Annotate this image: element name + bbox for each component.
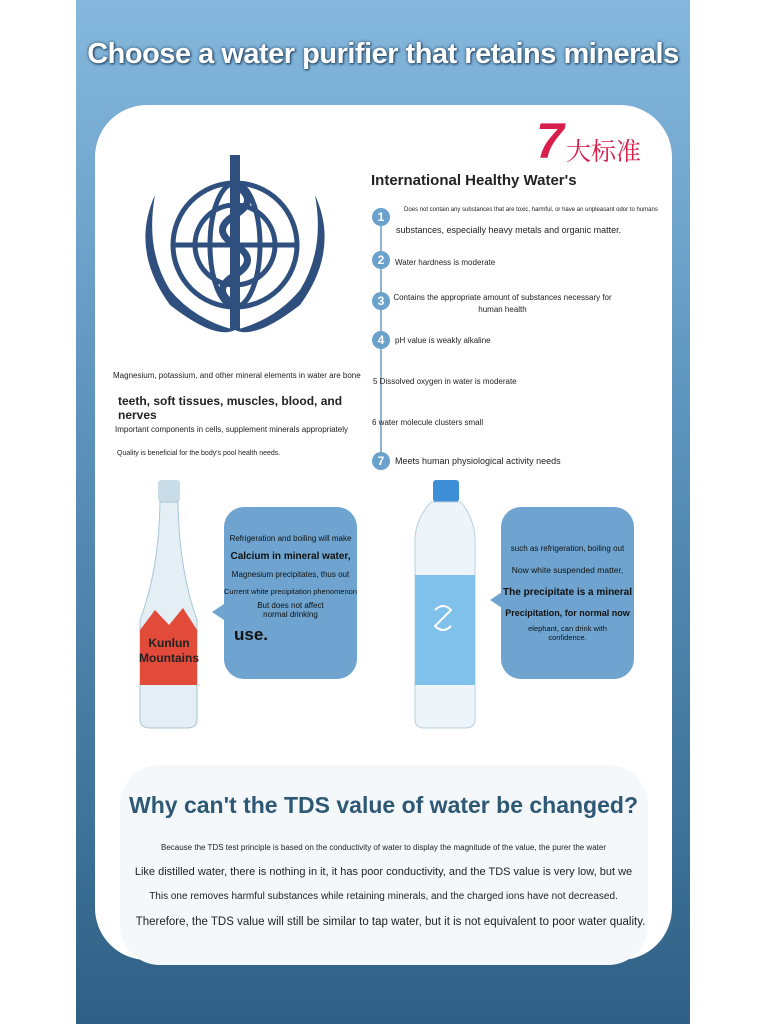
- bubble-text: Precipitation, for normal now: [505, 608, 630, 618]
- step-badge: 1: [372, 208, 390, 226]
- bubble-text: Magnesium precipitates, thus out: [231, 570, 350, 579]
- bubble-text: elephant, can drink with confidence.: [528, 624, 607, 642]
- bubble-text: But does not affect normal drinking: [257, 601, 324, 619]
- standards-heading: International Healthy Water's: [371, 172, 577, 189]
- standard-item: 6 water molecule clusters small: [372, 418, 484, 427]
- standards-heading-cn: 大标准: [566, 138, 642, 166]
- minerals-text: Magnesium, potassium, and other mineral elements in water are bone: [113, 371, 361, 380]
- standard-item-cont: substances, especially heavy metals and organic matter.: [396, 225, 622, 235]
- who-logo-icon: [125, 155, 345, 345]
- speech-bubble-right: [501, 507, 634, 679]
- bubble-text: Current white precipitation phenomenon: [224, 587, 357, 596]
- bubble-text: Refrigeration and boiling will make: [229, 534, 352, 543]
- step-badge: 4: [372, 331, 390, 349]
- bubble-text: Calcium in mineral water,: [230, 551, 351, 562]
- minerals-text: Quality is beneficial for the body's pool health needs.: [117, 450, 281, 457]
- standard-item: Meets human physiological activity needs: [395, 456, 561, 466]
- spring-water-bottle-image: [413, 480, 478, 730]
- speech-bubble-left: [224, 507, 357, 679]
- page-title: Choose a water purifier that retains minerals: [87, 38, 679, 70]
- minerals-text: Important components in cells, supplement minerals appropriately: [115, 425, 349, 434]
- tds-text: Like distilled water, there is nothing in it, it has poor conductivity, and the TDS value is very low, but we: [134, 866, 633, 878]
- bottle-label: Kunlun Mountains: [139, 636, 199, 665]
- standards-number: 7: [536, 113, 564, 169]
- tds-question: Why can't the TDS value of water be changed?: [129, 792, 638, 818]
- standard-item: pH value is weakly alkaline: [395, 336, 491, 345]
- step-badge: 2: [372, 251, 390, 269]
- standard-item: Water hardness is moderate: [395, 258, 496, 267]
- bubble-text: The precipitate is a mineral: [503, 587, 632, 598]
- bubble-pointer: [212, 604, 224, 620]
- step-badge: 7: [372, 452, 390, 470]
- kunlun-bottle-image: [135, 480, 205, 730]
- standard-item: 5 Dissolved oxygen in water is moderate: [373, 377, 517, 386]
- bubble-text: use.: [234, 625, 269, 644]
- tds-text: Therefore, the TDS value will still be similar to tap water, but it is not equivalent to poor water quality.: [135, 916, 646, 928]
- standard-item: Does not contain any substances that are toxic, harmful, or have an unpleasant odor to humans: [404, 207, 658, 213]
- standard-item: Contains the appropriate amount of substances necessary for human health: [393, 293, 612, 314]
- bubble-text: Now white suspended matter,: [511, 565, 624, 575]
- step-badge: 3: [372, 292, 390, 310]
- minerals-text: teeth, soft tissues, muscles, blood, and nerves: [118, 394, 343, 422]
- tds-text: This one removes harmful substances while retaining minerals, and the charged ions have not decreased.: [149, 891, 618, 902]
- bubble-text: such as refrigeration, boiling out: [510, 544, 625, 553]
- tds-text: Because the TDS test principle is based on the conductivity of water to display the magnitude of the value, the purer the water: [161, 843, 606, 852]
